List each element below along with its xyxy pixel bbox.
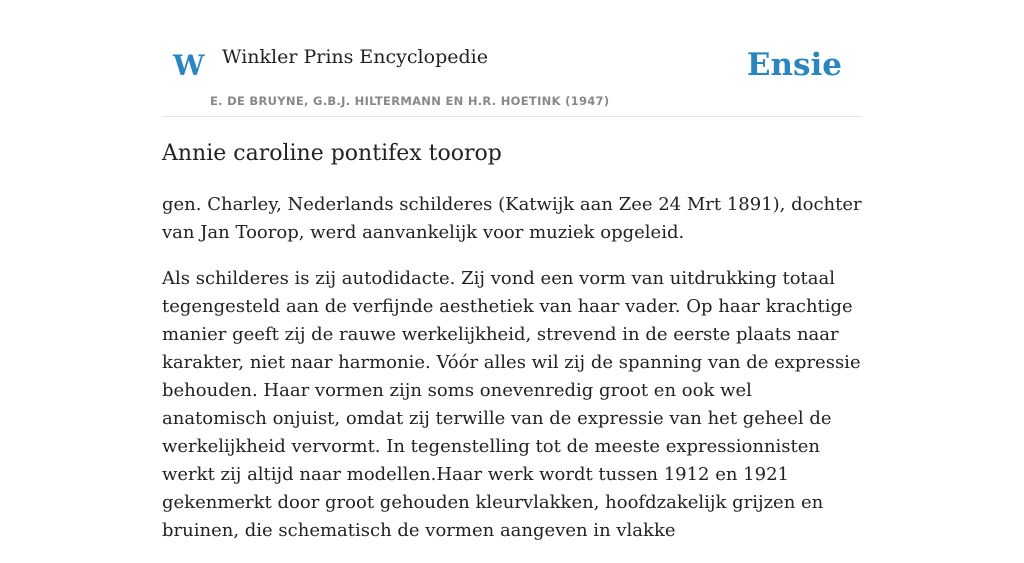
- winkler-prins-logo[interactable]: W: [173, 49, 205, 82]
- article-title: Annie caroline pontifex toorop: [162, 141, 502, 166]
- source-title[interactable]: Winkler Prins Encyclopedie: [222, 46, 488, 68]
- article: [162, 140, 862, 563]
- site-header: [162, 0, 862, 117]
- ensie-logo[interactable]: Ensie: [746, 47, 842, 83]
- source-authors: E. DE BRUYNE, G.B.J. HILTERMANN EN H.R. HOETINK (1947): [210, 94, 610, 108]
- article-paragraph: Als schilderes is zij autodidacte. Zij vond een vorm van uitdrukking totaal tegengesteld aan de verfijnde aesthetiek van haar vader. Op haar krachtige manier geeft zij de rauwe werkelijkheid, strevend in de eerste plaats naar karakter, niet naar harmonie. Vóór alles wil zij de spanning van de expressie behouden. Haar vormen zijn soms onevenredig groot en ook wel anatomisch onjuist, omdat zij terwille van de expressie van het geheel de werkelijkheid vervormt. In tegenstelling tot de meeste expressionnisten werkt zij altijd naar modellen.Haar werk wordt tussen 1912 en 1921 gekenmerkt door groot gehouden kleurvlakken, hoofdzakelijk grijzen en bruinen, die schematisch de vormen aangeven in vlakke: [162, 267, 861, 541]
- article-paragraph: gen. Charley, Nederlands schilderes (Katwijk aan Zee 24 Mrt 1891), dochter van Jan Toorop, werd aanvankelijk voor muziek opgeleid.: [162, 193, 862, 243]
